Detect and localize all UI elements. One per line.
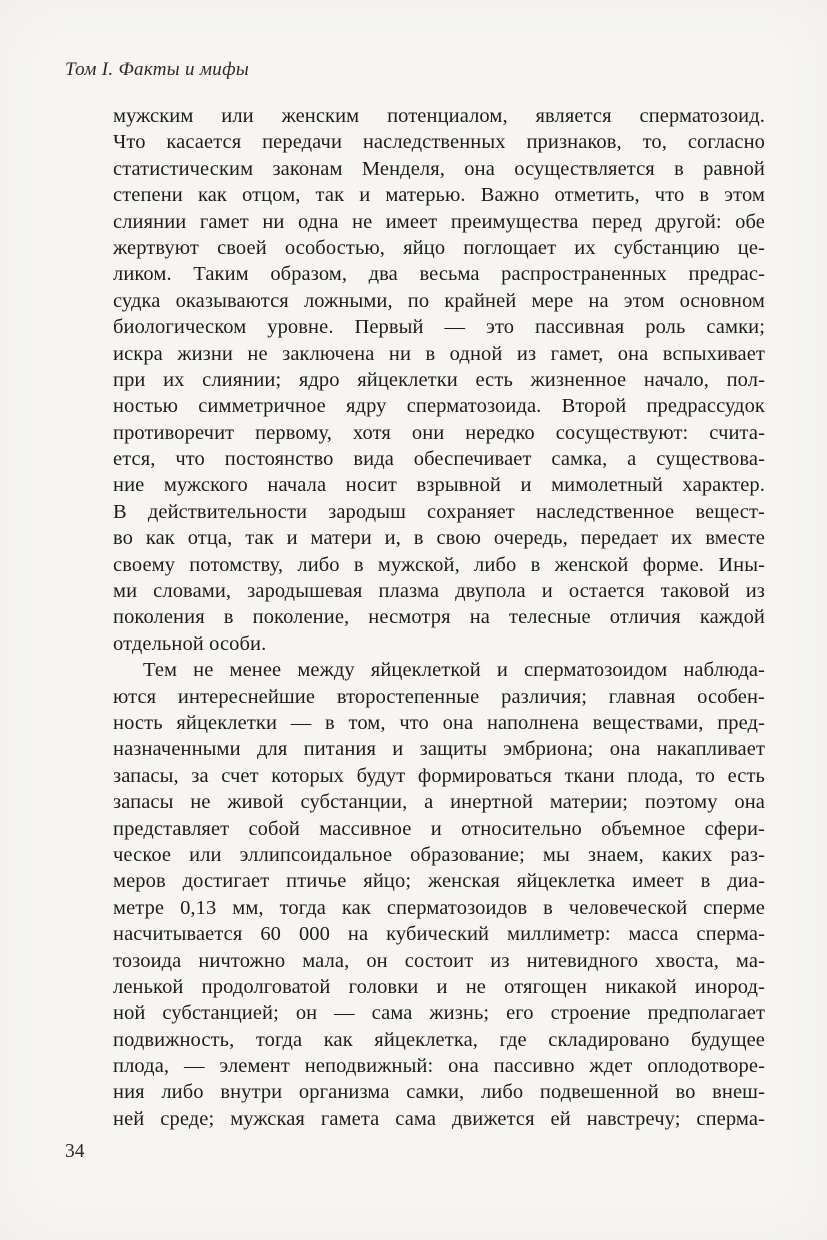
text-line: ней среде; мужская гамета сама движется ей навстречу; сперма- bbox=[113, 1107, 765, 1130]
text-line: ние мужского начала носит взрывной и мимолетный характер. bbox=[113, 474, 765, 497]
text-line: своему потомству, либо в мужской, либо в женской форме. Ины- bbox=[113, 553, 765, 576]
text-line: ностью симметричное ядру сперматозоида. Второй предрассудок bbox=[113, 395, 765, 418]
text-line: слиянии гамет ни одна не имеет преимущества перед другой: обе bbox=[113, 210, 765, 233]
text-line: насчитывается 60 000 на кубический миллиметр: масса сперма- bbox=[113, 923, 765, 946]
text-line: ется, что постоянство вида обеспечивает самка, а существова- bbox=[113, 448, 765, 471]
text-block bbox=[113, 103, 765, 1132]
text-line: степени как отцом, так и матерью. Важно отметить, что в этом bbox=[113, 184, 765, 207]
text-line: отдельной особи. bbox=[113, 632, 267, 655]
text-line: запасы не живой субстанции, а инертной материи; поэтому она bbox=[113, 791, 765, 814]
text-line: ются интереснейшие второстепенные различия; главная особен- bbox=[113, 685, 765, 708]
text-line: ной субстанцией; он — сама жизнь; его строение предполагает bbox=[113, 1002, 765, 1025]
text-line: ния либо внутри организма самки, либо подвешенной во внеш- bbox=[113, 1081, 765, 1104]
text-line: жертвуют своей особостью, яйцо поглощает их субстанцию це- bbox=[113, 236, 765, 259]
text-line: мужским или женским потенциалом, является сперматозоид. bbox=[113, 105, 765, 127]
text-line: биологическом уровне. Первый — это пассивная роль самки; bbox=[113, 316, 765, 339]
text-line: В действительности зародыш сохраняет наследственное вещест- bbox=[113, 500, 765, 523]
text-line: при их слиянии; ядро яйцеклетки есть жизненное начало, пол- bbox=[113, 368, 765, 391]
text-line: ликом. Таким образом, два весьма распространенных предрас- bbox=[113, 263, 765, 286]
text-line: тозоида ничтожно мала, он состоит из нитевидного хвоста, ма- bbox=[113, 949, 765, 972]
text-line: во как отца, так и матери и, в свою очередь, передает их вместе bbox=[113, 527, 765, 550]
text-line: меров достигает птичье яйцо; женская яйцеклетка имеет в диа- bbox=[113, 870, 765, 893]
text-line: назначенными для питания и защиты эмбриона; она накапливает bbox=[113, 738, 765, 761]
text-line: ческое или эллипсоидальное образование; мы знаем, каких раз- bbox=[113, 843, 765, 866]
text-line: ленькой продолговатой головки и не отягощен никакой инород- bbox=[113, 975, 765, 998]
text-line: Тем не менее между яйцеклеткой и сперматозоидом наблюда- bbox=[143, 659, 765, 682]
text-line: подвижность, тогда как яйцеклетка, где складировано будущее bbox=[113, 1028, 765, 1051]
text-line: искра жизни не заключена ни в одной из гамет, она вспыхивает bbox=[113, 342, 765, 365]
text-line: ми словами, зародышевая плазма двупола и остается таковой из bbox=[113, 580, 765, 603]
text-line: Что касается передачи наследственных признаков, то, согласно bbox=[113, 131, 765, 154]
text-line: представляет собой массивное и относительно объемное сфери- bbox=[113, 817, 765, 840]
text-line: метре 0,13 мм, тогда как сперматозоидов в человеческой сперме bbox=[113, 896, 765, 919]
text-line: ность яйцеклетки — в том, что она наполнена веществами, пред- bbox=[113, 711, 765, 734]
running-header: Том I. Факты и мифы bbox=[65, 59, 250, 80]
text-line: плода, — элемент неподвижный: она пассивно ждет оплодотворе- bbox=[113, 1055, 765, 1078]
text-line: запасы, за счет которых будут формироваться ткани плода, то есть bbox=[113, 764, 765, 787]
text-line: судка оказываются ложными, по крайней мере на этом основном bbox=[113, 289, 765, 312]
text-line: статистическим законам Менделя, она осуществляется в равной bbox=[113, 157, 765, 180]
text-line: поколения в поколение, несмотря на телесные отличия каждой bbox=[113, 606, 765, 629]
page-number: 34 bbox=[65, 1141, 85, 1162]
text-line: противоречит первому, хотя они нередко сосуществуют: счита- bbox=[113, 421, 765, 444]
